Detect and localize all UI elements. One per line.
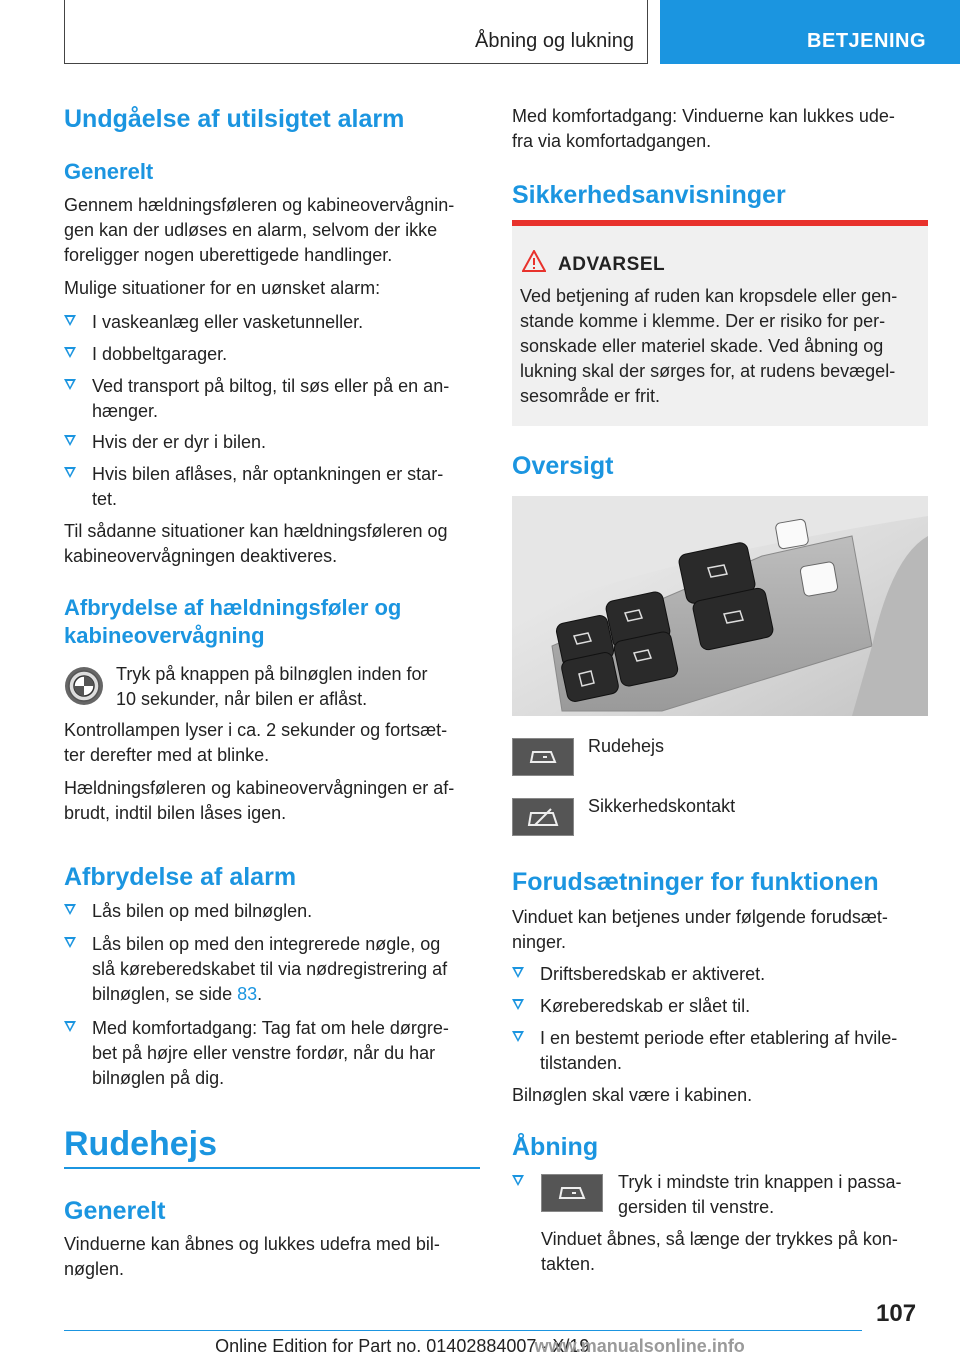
paragraph: Vinduerne kan åbnes og lukkes udefra med bil‐ xyxy=(64,1234,440,1254)
bullet-triangle-icon xyxy=(512,999,524,1010)
bullet-triangle-icon xyxy=(64,1021,76,1032)
bullet-triangle-icon xyxy=(64,467,76,478)
paragraph: nøglen. xyxy=(64,1259,125,1279)
page-number: 107 xyxy=(876,1300,917,1327)
heading-undgaaelse: Undgåelse af utilsigtet alarm xyxy=(64,105,405,133)
paragraph: Tryk på knappen på bilnøglen inden for xyxy=(116,664,428,684)
paragraph: gen kan der udløses en alarm, selvom der ikke xyxy=(64,220,438,240)
heading-forudsaetninger: Forudsætninger for funktionen xyxy=(512,868,879,896)
bmw-key-button-icon xyxy=(64,666,104,706)
paragraph: Tryk i mindste trin knappen i passa‐ xyxy=(618,1172,902,1192)
paragraph: Vinduet kan betjenes under følgende forudsæt‐ xyxy=(512,907,888,927)
warning-title: ADVARSEL xyxy=(558,254,666,275)
window-lifter-icon xyxy=(541,1174,603,1212)
window-lifter-icon xyxy=(512,738,574,776)
page-link[interactable]: 83 xyxy=(237,984,258,1004)
paragraph: ninger. xyxy=(512,932,567,952)
paragraph: 10 sekunder, når bilen er aflåst. xyxy=(116,689,368,709)
section-title: Åbning og lukning xyxy=(474,30,634,52)
heading-sikkerhedsanvisninger: Sikkerhedsanvisninger xyxy=(512,181,786,209)
heading-afbrydelse-hldningsfoeler-2: kabineovervågning xyxy=(64,623,265,648)
legend-label: Rudehejs xyxy=(588,736,665,756)
paragraph: Hældningsføleren og kabineovervågningen er af‐ xyxy=(64,778,455,798)
bullet-triangle-icon xyxy=(64,379,76,390)
paragraph: Med komfortadgang: Vinduerne kan lukkes ude‐ xyxy=(512,106,895,126)
bullet-triangle-icon xyxy=(64,435,76,446)
chapter-tab: BETJENING xyxy=(660,0,960,64)
legend-label: Sikkerhedskontakt xyxy=(588,796,736,816)
window-switch-photo xyxy=(512,496,928,716)
paragraph: gersiden til venstre. xyxy=(618,1197,775,1217)
warning-triangle-icon xyxy=(522,250,546,272)
heading-rudehejs: Rudehejs xyxy=(64,1125,218,1163)
heading-generelt: Generelt xyxy=(64,159,154,184)
footer-rule xyxy=(64,1330,862,1331)
paragraph: Til sådanne situationer kan hældningsføleren og xyxy=(64,521,448,541)
bullet-triangle-icon xyxy=(64,937,76,948)
heading-afbrydelse-alarm: Afbrydelse af alarm xyxy=(64,863,297,891)
bullet-triangle-icon xyxy=(64,347,76,358)
paragraph: brudt, indtil bilen låses igen. xyxy=(64,803,287,823)
bullet-triangle-icon xyxy=(512,1175,524,1186)
watermark: www.manualsonline.info xyxy=(534,1336,745,1356)
paragraph: foreligger nogen uberettigede handlinger. xyxy=(64,245,393,265)
footer-edition: Online Edition for Part no. 01402884007 - X/19 www.manualsonline.info xyxy=(215,1336,745,1356)
paragraph: fra via komfortadgangen. xyxy=(512,131,712,151)
paragraph: ter derefter med at blinke. xyxy=(64,745,270,765)
warning-box xyxy=(512,220,928,426)
heading-oversigt: Oversigt xyxy=(512,452,614,480)
safety-switch-icon xyxy=(512,798,574,836)
paragraph: Gennem hældningsføleren og kabineovervågnin‐ xyxy=(64,195,455,215)
bullet-triangle-icon xyxy=(64,315,76,326)
paragraph: takten. xyxy=(541,1254,596,1274)
bullet-triangle-icon xyxy=(512,967,524,978)
paragraph: Mulige situationer for en uønsket alarm: xyxy=(64,278,381,298)
paragraph: Vinduet åbnes, så længe der trykkes på kon‐ xyxy=(541,1229,898,1249)
heading-afbrydelse-hldningsfoeler: Afbrydelse af hældningsføler og xyxy=(64,595,402,620)
heading-aabning: Åbning xyxy=(512,1133,599,1161)
warning-text: Ved betjening af ruden kan kropsdele eller gen‐ stande komme i klemme. Der er risiko for per‐ sonskade eller materiel skade. Ved åbning og lukning skal der sørges for, at rudens bevægel‐ sesområde er frit. xyxy=(520,286,898,406)
paragraph: Kontrollampen lyser i ca. 2 sekunder og fortsæt‐ xyxy=(64,720,448,740)
heading-generelt: Generelt xyxy=(64,1197,166,1225)
heading-rule xyxy=(64,1167,480,1169)
paragraph: bilnøglen, se side xyxy=(92,984,233,1004)
paragraph: Bilnøglen skal være i kabinen. xyxy=(512,1085,753,1105)
bullet-triangle-icon xyxy=(512,1031,524,1042)
paragraph: kabineovervågningen deaktiveres. xyxy=(64,546,338,566)
bullet-triangle-icon xyxy=(64,904,76,915)
